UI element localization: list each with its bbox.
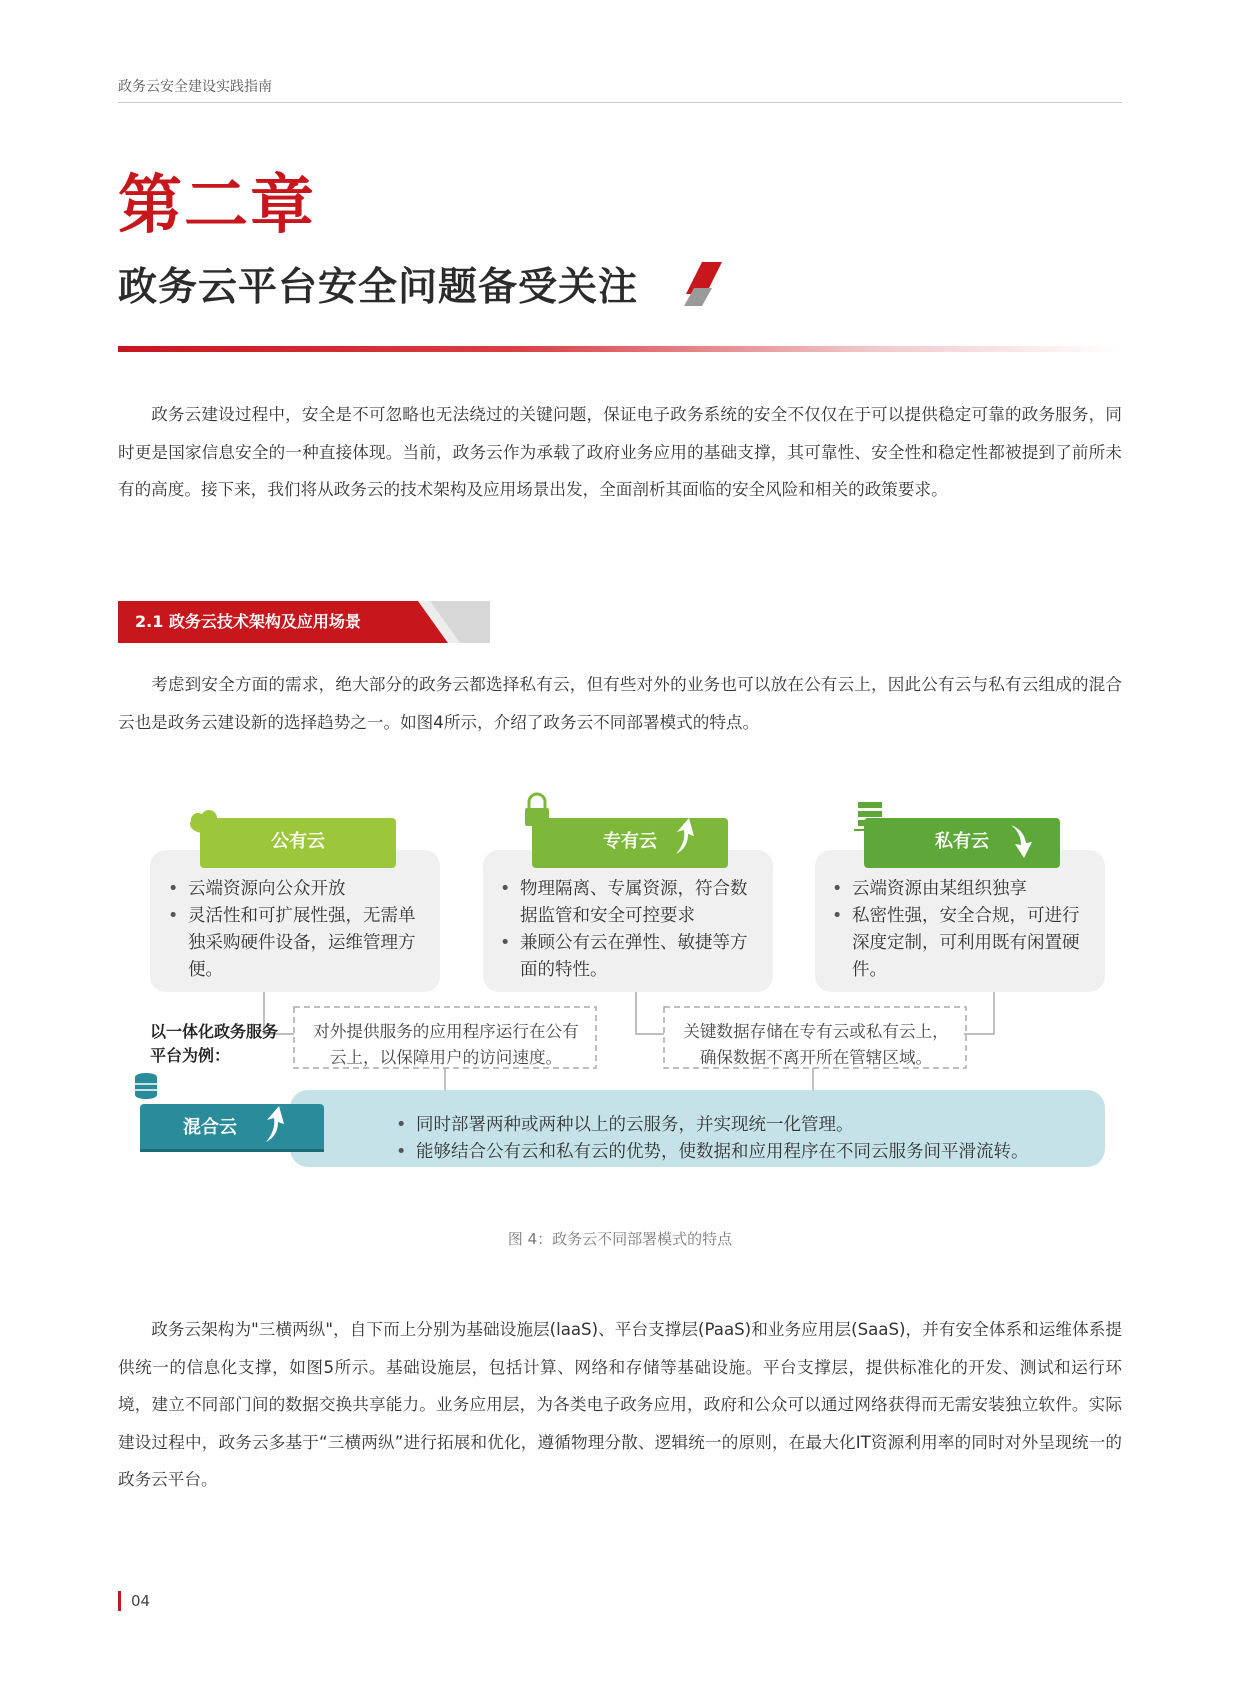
running-header: 政务云安全建设实践指南 [118, 79, 272, 95]
note-right-text: 关键数据存储在专有云或私有云上，确保数据不离开所在管辖区域。 [683, 1022, 949, 1067]
list-item: • 同时部署两种或两种以上的云服务，并实现统一化管理。 [394, 1112, 1094, 1139]
private-cloud-bullets [830, 876, 1080, 984]
page-number: 04 [131, 1592, 151, 1610]
hybrid-cloud-label: 混合云 [183, 1117, 237, 1138]
list-item: • 兼顾公有云在弹性、敏捷等方面的特性。 [498, 930, 752, 984]
title-slash-mark-icon [680, 262, 724, 312]
list-item: • 私密性强，安全合规，可进行深度定制，可利用既有闲置硬件。 [830, 903, 1080, 984]
title-gradient-rule [118, 346, 1122, 352]
note-left-text: 对外提供服务的应用程序运行在公有云上，以保障用户的访问速度。 [313, 1022, 579, 1067]
list-item: • 云端资源向公众开放 [166, 876, 416, 903]
section-label: 2.1 政务云技术架构及应用场景 [135, 612, 361, 631]
figure-caption: 图 4：政务云不同部署模式的特点 [507, 1230, 733, 1248]
private-cloud-label: 私有云 [935, 831, 989, 852]
hybrid-cloud-bullets [394, 1112, 1094, 1166]
dedicated-cloud-label: 专有云 [603, 831, 657, 852]
list-item: • 云端资源由某组织独享 [830, 876, 1080, 903]
header-rule [118, 102, 1122, 103]
public-cloud-label: 公有云 [271, 831, 325, 852]
side-label: 以一体化政务服务平台为例： [150, 1022, 279, 1065]
list-item: • 灵活性和可扩展性强，无需单独采购硬件设备，运维管理方便。 [166, 903, 416, 984]
architecture-paragraph: 政务云架构为"三横两纵"，自下而上分别为基础设施层(laaS)、平台支撑层(PaaS)和业务应用层(SaaS)，并有安全体系和运维体系提供统一的信息化支撑，如图5所示。基础设施层，包括计算、网络和存储等基础设施。平台支撑层，提供标准化的开发、测试和运行环境，建立不同部门间的数据交换共享能力。业务应用层，为各类电子政务应用，政府和公众可以通过网络获得而无需安装独立软件。实际建设过程中，政务云多基于“三横两纵”进行拓展和优化，遵循物理分散、逻辑统一的原则，在最大化IT资源利用率的同时对外呈现统一的政务云平台。 [118, 1320, 1122, 1489]
footer-accent-bar [118, 1591, 121, 1611]
public-cloud-bullets [166, 876, 416, 984]
section-paragraph: 考虑到安全方面的需求，绝大部分的政务云都选择私有云，但有些对外的业务也可以放在公有云上，因此公有云与私有云组成的混合云也是政务云建设新的选择趋势之一。如图4所示，介绍了政务云不同部署模式的特点。 [118, 675, 1122, 732]
intro-paragraph: 政务云建设过程中，安全是不可忽略也无法绕过的关键问题，保证电子政务系统的安全不仅仅在于可以提供稳定可靠的政务服务，同时更是国家信息安全的一种直接体现。当前，政务云作为承载了政府业务应用的基础支撑，其可靠性、安全性和稳定性都被提到了前所未有的高度。接下来，我们将从政务云的技术架构及应用场景出发，全面剖析其面临的安全风险和相关的政策要求。 [118, 405, 1122, 499]
chapter-title: 政务云平台安全问题备受关注 [118, 264, 639, 310]
list-item: • 能够结合公有云和私有云的优势，使数据和应用程序在不同云服务间平滑流转。 [394, 1139, 1094, 1166]
database-icon [135, 1073, 157, 1099]
list-item: • 物理隔离、专属资源，符合数据监管和安全可控要求 [498, 876, 752, 930]
chapter-number: 第二章 [118, 168, 316, 243]
dedicated-cloud-bullets [498, 876, 752, 984]
